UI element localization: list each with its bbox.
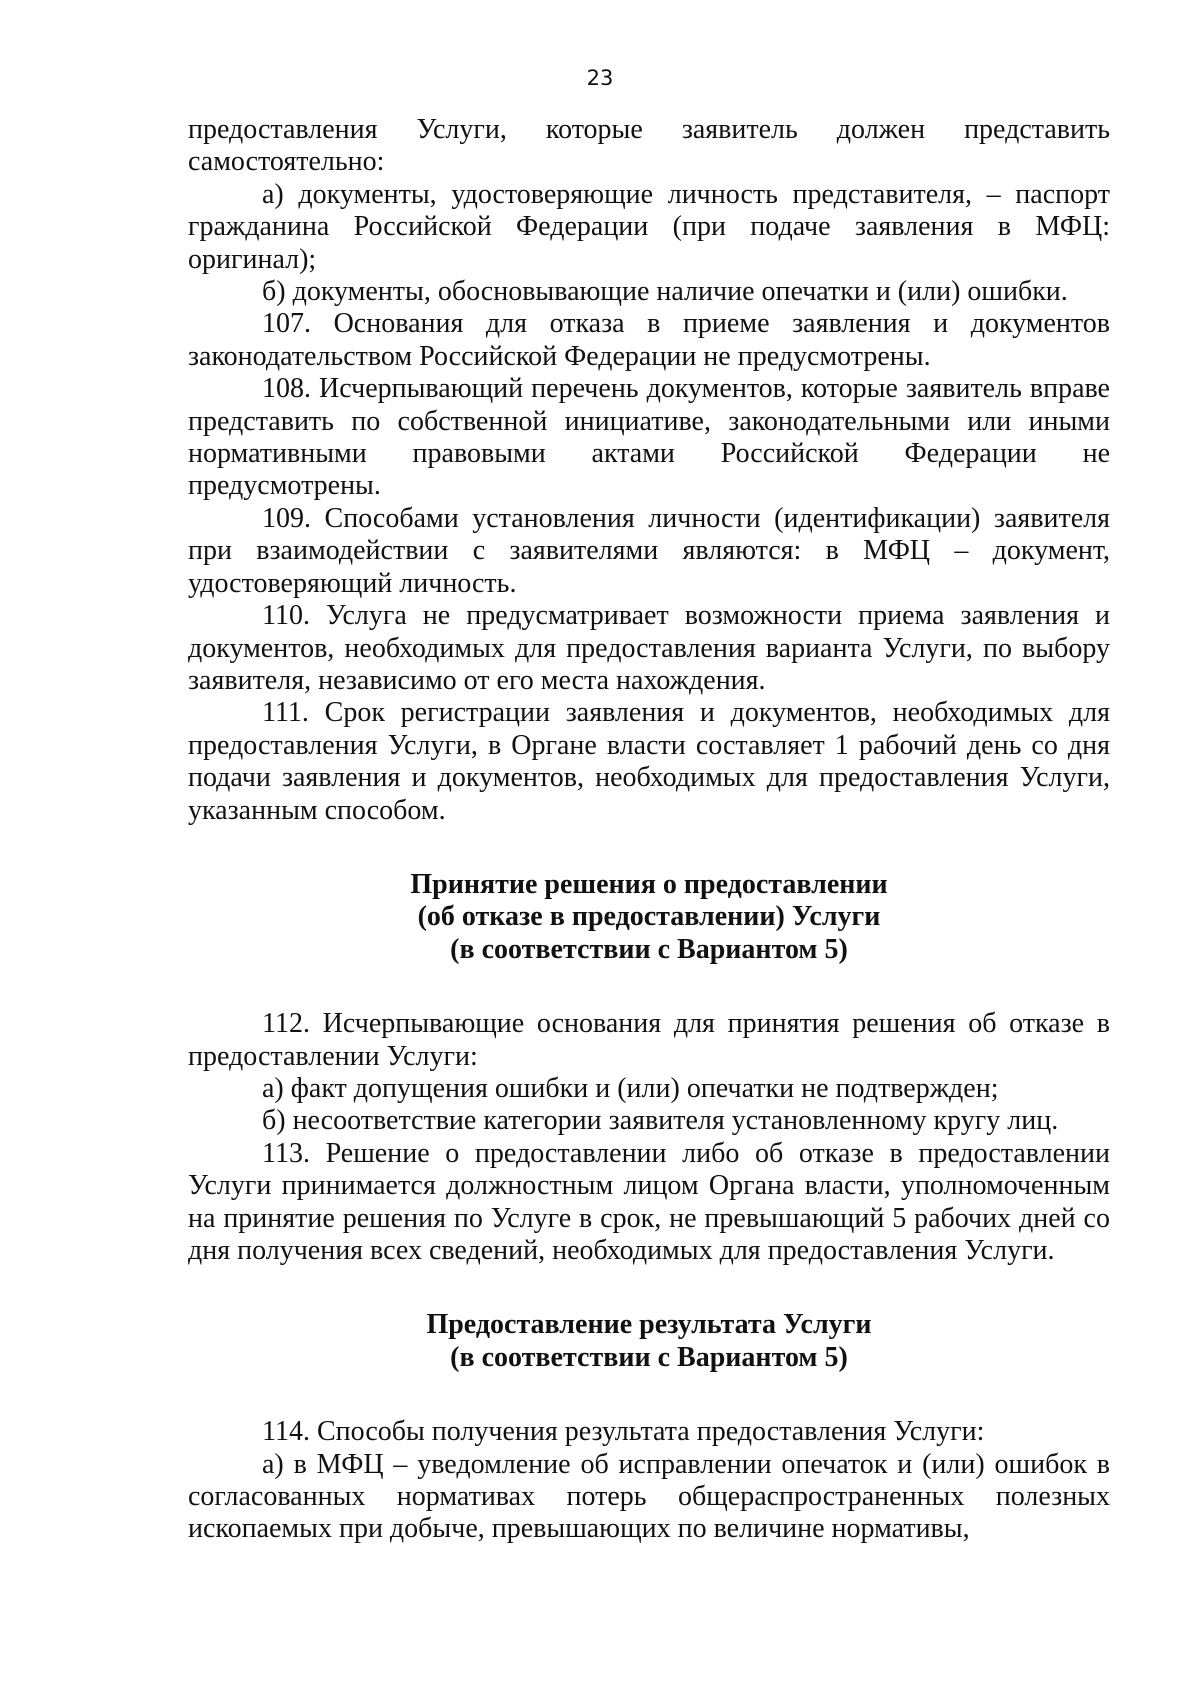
list-item-a: а) документы, удостоверяющие личность представителя, – паспорт гражданина Российской Федерации (при подаче заявления в МФЦ: оригинал); <box>188 178 1110 275</box>
paragraph-continuation: предоставления Услуги, которые заявитель должен представить самостоятельно: <box>188 114 1110 178</box>
list-item-b: б) документы, обосновывающие наличие опечатки и (или) ошибки. <box>262 276 1068 308</box>
paragraph-114: 114. Способы получения результата предоставления Услуги: <box>262 1416 985 1448</box>
page-number: 23 <box>586 66 614 90</box>
heading-line: (в соответствии с Вариантом 5) <box>450 1341 848 1373</box>
section-heading-decision <box>188 869 1110 966</box>
document-body <box>188 114 1110 1546</box>
paragraph-107: 107. Основания для отказа в приеме заявления и документов законодательством Российской Федерации не предусмотрены. <box>188 308 1110 372</box>
heading-line: (в соответствии с Вариантом 5) <box>450 933 848 965</box>
list-item-a: а) в МФЦ – уведомление об исправлении опечаток и (или) ошибок в согласованных нормативах потерь общераспространенных полезных ископаемых при добыче, превышающих по величине нормативы, <box>188 1448 1110 1545</box>
heading-line: (об отказе в предоставлении) Услуги <box>417 901 881 933</box>
list-item-a: а) факт допущения ошибки и (или) опечатки не подтвержден; <box>262 1072 999 1104</box>
heading-line: Принятие решения о предоставлении <box>410 868 888 900</box>
heading-line: Предоставление результата Услуги <box>426 1309 872 1341</box>
list-item-b: б) несоответствие категории заявителя установленному кругу лиц. <box>262 1105 1059 1137</box>
paragraph-112: 112. Исчерпывающие основания для принятия решения об отказе в предоставлении Услуги: <box>188 1008 1110 1072</box>
paragraph-110: 110. Услуга не предусматривает возможности приема заявления и документов, необходимых для предоставления варианта Услуги, по выбору заявителя, независимо от его места нахождения. <box>188 600 1110 696</box>
paragraph-109: 109. Способами установления личности (идентификации) заявителя при взаимодействии с заявителями являются: в МФЦ – документ, удостоверяющий личность. <box>188 502 1110 599</box>
paragraph-113: 113. Решение о предоставлении либо об отказе в предоставлении Услуги принимается должностным лицом Органа власти, уполномоченным на принятие решения по Услуге в срок, не превышающий 5 рабочих дней со дня получения всех сведений, необходимых для предоставления Услуги. <box>188 1137 1110 1266</box>
paragraph-111: 111. Срок регистрации заявления и документов, необходимых для предоставления Услуги, в Органе власти составляет 1 рабочий день со дня подачи заявления и документов, необходимых для предоставления Услуги, указанным способом. <box>188 697 1110 826</box>
section-heading-result <box>188 1309 1110 1374</box>
paragraph-108: 108. Исчерпывающий перечень документов, которые заявитель вправе представить по собственной инициативе, законодательными или иными нормативными правовыми актами Российской Федерации не предусмотрены. <box>188 373 1110 502</box>
